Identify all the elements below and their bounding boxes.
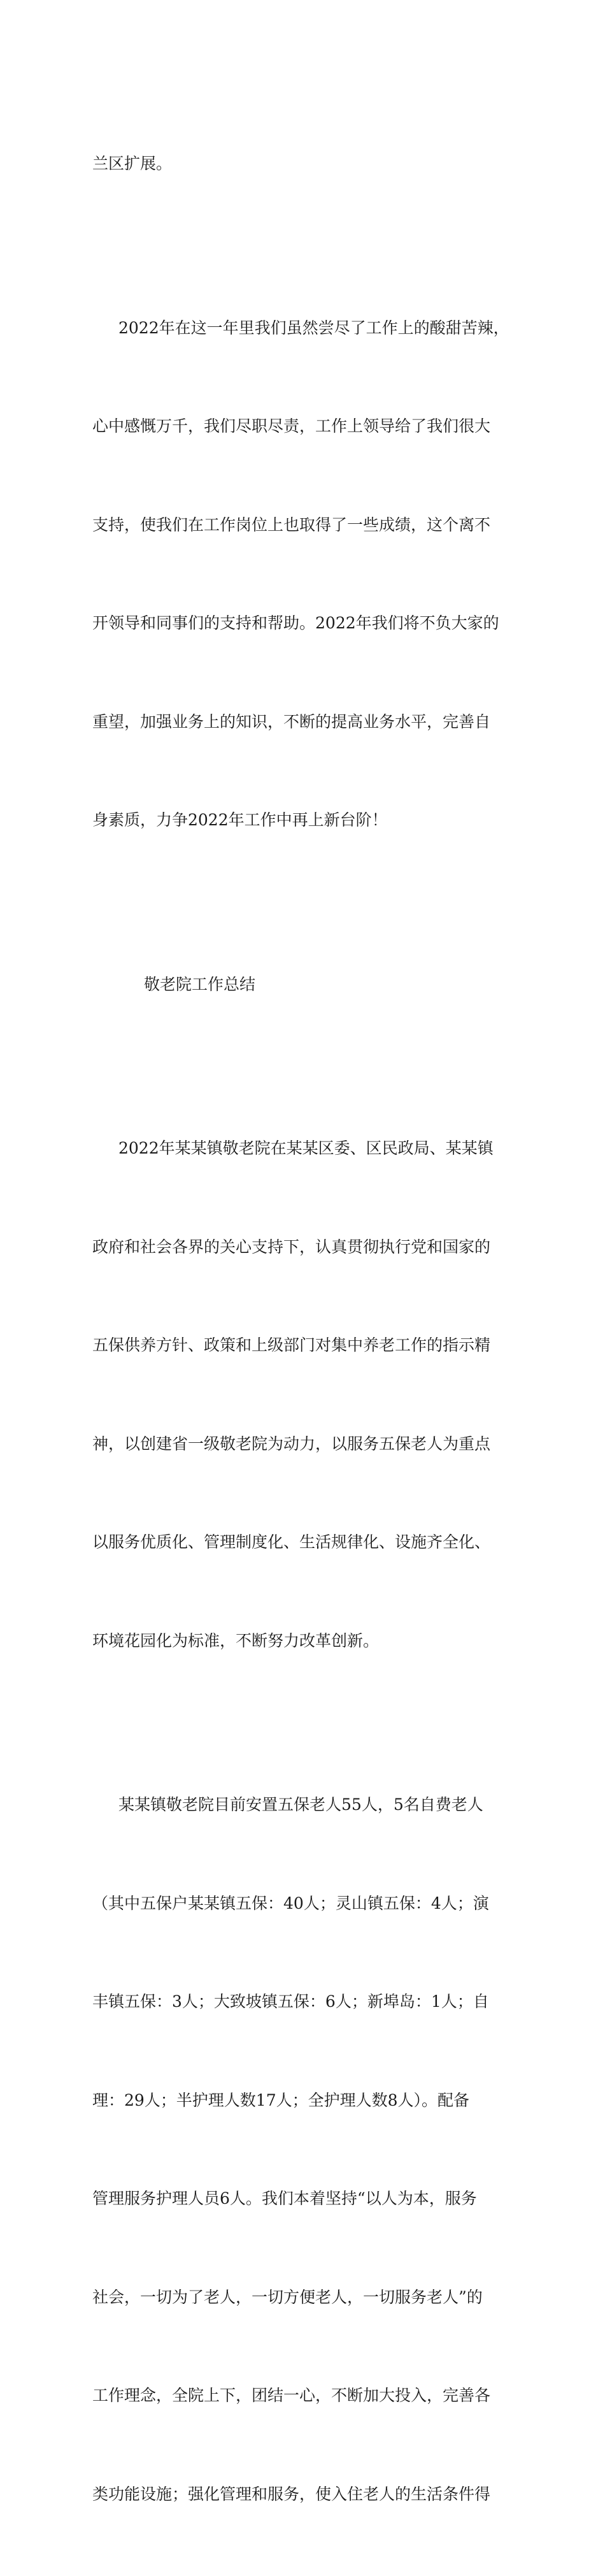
text-line: 身素质，力争2022年工作中再上新台阶！ <box>92 811 388 829</box>
paragraph-introduction <box>92 1066 529 1723</box>
text-line: （其中五保户某某镇五保：40人；灵山镇五保：4人；演 <box>92 1893 489 1913</box>
paragraph-summary-2022 <box>92 246 529 902</box>
text-line: 以服务优质化、管理制度化、生活规律化、设施齐全化、 <box>92 1533 491 1551</box>
text-line: 某某镇敬老院目前安置五保老人55人，5名自费老人 <box>118 1795 483 1814</box>
text-line: 社会，一切为了老人，一切方便老人，一切服务老人”的 <box>92 2287 483 2306</box>
text-line: 2022年某某镇敬老院在某某区委、区民政局、某某镇 <box>118 1139 494 1157</box>
text-line: 开领导和同事们的支持和帮助。2022年我们将不负大家的 <box>92 614 499 632</box>
text-line: 兰区扩展。 <box>92 154 173 173</box>
section-title-text: 敬老院工作总结 <box>144 974 256 994</box>
text-line: 2022年在这一年里我们虽然尝尽了工作上的酸甜苦辣， <box>118 318 509 337</box>
text-line: 五保供养方针、政策和上级部门对集中养老工作的指示精 <box>92 1336 491 1354</box>
text-line: 工作理念，全院上下，团结一心，不断加大投入，完善各 <box>92 2386 491 2405</box>
document-body <box>92 82 529 2576</box>
paragraph-continuation <box>92 82 529 246</box>
text-line: 神，以创建省一级敬老院为动力，以服务五保老人为重点 <box>92 1434 491 1453</box>
paragraph-residents <box>92 1723 529 2576</box>
text-line: 丰镇五保：3人；大致坡镇五保：6人；新埠岛：1人；自 <box>92 1992 489 2011</box>
text-line: 管理服务护理人员6人。我们本着坚持“以人为本，服务 <box>92 2189 477 2208</box>
text-line: 支持，使我们在工作岗位上也取得了一些成绩，这个离不 <box>92 515 491 534</box>
text-line: 环境花园化为标准，不断努力改革创新。 <box>92 1631 380 1650</box>
text-line: 理：29人；半护理人数17人；全护理人数8人）。配备 <box>92 2090 470 2109</box>
section-title <box>92 902 529 1067</box>
text-line: 心中感慨万千，我们尽职尽责，工作上领导给了我们很大 <box>92 417 491 435</box>
text-line: 重望，加强业务上的知识，不断的提高业务水平，完善自 <box>92 712 491 731</box>
text-line: 类功能设施；强化管理和服务，使入住老人的生活条件得 <box>92 2484 491 2503</box>
text-line: 政府和社会各界的关心支持下，认真贯彻执行党和国家的 <box>92 1237 491 1256</box>
